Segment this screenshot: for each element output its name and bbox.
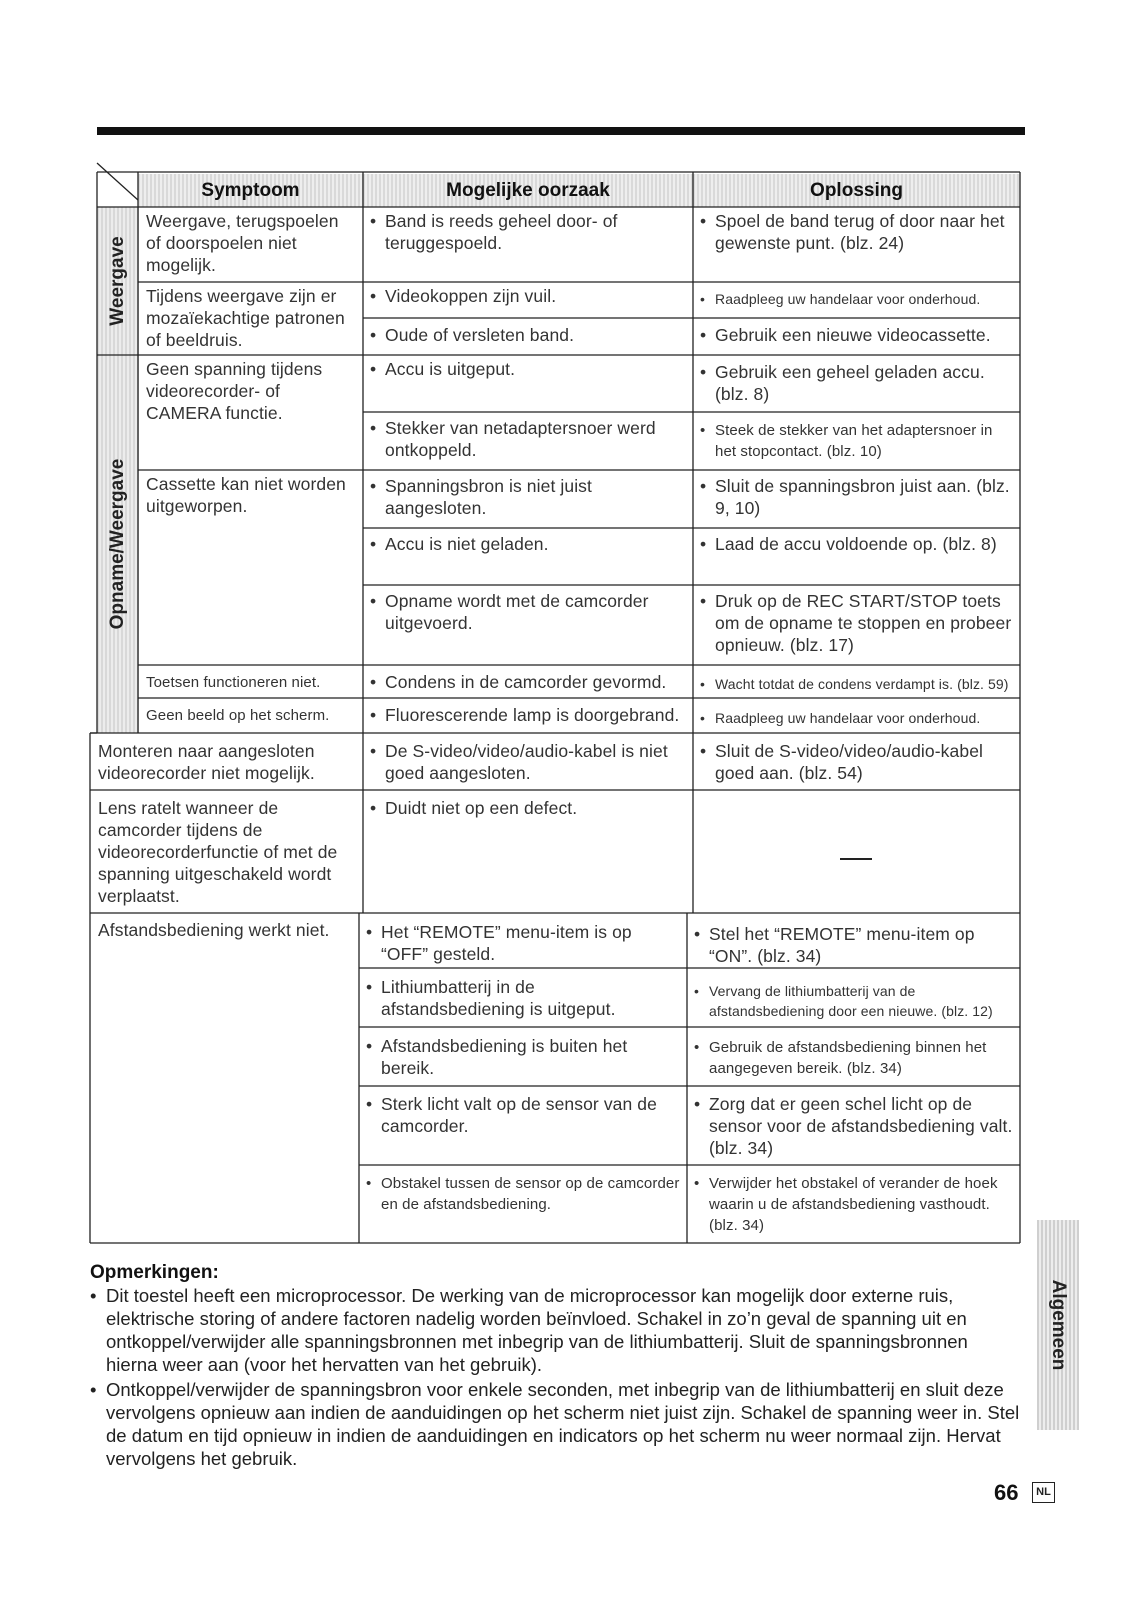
row-cause: • De S-video/video/audio-kabel is niet goed aangesloten. bbox=[370, 741, 668, 783]
row-cause: • Oude of versleten band. bbox=[370, 325, 575, 345]
row-cause: • Lithiumbatterij in de afstandsbediening is uitgeput. bbox=[366, 977, 616, 1019]
row-cause: • Accu is uitgeput. bbox=[370, 359, 516, 379]
row-cause: • Fluorescerende lamp is doorgebrand. bbox=[370, 705, 680, 725]
note-item: • Dit toestel heeft een microprocessor. De werking van de microprocessor kan mogelijk door externe ruis, elektrische storing of andere factoren nadelig worden beïnvloed. Schakel in zo’n geval de spanning uit en ontkoppel/verwijder alle spanningsbronnen met inbegrip van de lithiumbatterij. Sluit de spanningsbronnen hierna weer aan (voor het hervatten van het gebruik). bbox=[90, 1285, 968, 1375]
row-solution: • Spoel de band terug of door naar het gewenste punt. (blz. 24) bbox=[700, 211, 1005, 253]
row-solution: • Gebruik de afstandsbediening binnen het aangegeven bereik. (blz. 34) bbox=[694, 1039, 987, 1077]
section-tab: Algemeen bbox=[1037, 1220, 1079, 1430]
row-cause: • Videokoppen zijn vuil. bbox=[370, 286, 557, 306]
row-solution: • Gebruik een nieuwe videocassette. bbox=[700, 325, 991, 345]
row-cause: • Duidt niet op een defect. bbox=[370, 798, 578, 818]
row-cause: • Sterk licht valt op de sensor van de camcorder. bbox=[366, 1094, 657, 1136]
row-solution: • Druk op de REC START/STOP toets om de opname te stoppen en probeer opnieuw. (blz. 17) bbox=[700, 591, 1012, 655]
row-solution: • Raadpleeg uw handelaar voor onderhoud. bbox=[700, 710, 981, 726]
page-number: 66 bbox=[994, 1480, 1019, 1505]
header-symptom: Symptoom bbox=[138, 174, 363, 207]
row-solution: • Raadpleeg uw handelaar voor onderhoud. bbox=[700, 291, 981, 307]
header-solution: Oplossing bbox=[693, 174, 1020, 207]
row-cause: • Opname wordt met de camcorder uitgevoerd. bbox=[370, 591, 649, 633]
row-symptom: Tijdens weergave zijn er mozaïekachtige patronen of beeldruis. bbox=[146, 286, 345, 350]
row-symptom: Geen beeld op het scherm. bbox=[146, 707, 330, 724]
row-solution: • Steek de stekker van het adaptersnoer in het stopcontact. (blz. 10) bbox=[700, 422, 993, 460]
row-solution: • Gebruik een geheel geladen accu. (blz. 8) bbox=[700, 362, 985, 404]
row-symptom: Toetsen functioneren niet. bbox=[146, 674, 321, 691]
language-badge: NL bbox=[1032, 1482, 1055, 1503]
notes-title: Opmerkingen: bbox=[90, 1262, 219, 1283]
row-solution: • Vervang de lithiumbatterij van de afstandsbediening door een nieuwe. (blz. 12) bbox=[694, 983, 993, 1019]
row-solution: • Wacht totdat de condens verdampt is. (blz. 59) bbox=[700, 676, 1009, 692]
row-symptom: Lens ratelt wanneer de camcorder tijdens de videorecorderfunctie of met de spanning uitgeschakeld wordt verplaatst. bbox=[98, 798, 338, 906]
no-solution-dash bbox=[840, 858, 872, 860]
row-solution: • Stel het “REMOTE” menu-item op “ON”. (blz. 34) bbox=[694, 924, 975, 966]
category-opname-weergave: Opname/Weergave bbox=[97, 355, 139, 733]
row-cause: • Band is reeds geheel door- of teruggespoeld. bbox=[370, 211, 618, 253]
note-item: • Ontkoppel/verwijder de spanningsbron voor enkele seconden, met inbegrip van de lithiumbatterij en sluit deze vervolgens opnieuw aan indien de aanduidingen op het scherm niet juist zijn. Schakel de spanning weer in. Stel de datum en tijd opnieuw in indien de aanduidingen en indicators op het scherm nu weer normaal zijn. Hervat vervolgens het gebruik. bbox=[90, 1379, 1020, 1469]
row-solution: • Laad de accu voldoende op. (blz. 8) bbox=[700, 534, 997, 554]
row-cause: • Accu is niet geladen. bbox=[370, 534, 549, 554]
row-solution: • Sluit de spanningsbron juist aan. (blz. 9, 10) bbox=[700, 476, 1010, 518]
header-cause: Mogelijke oorzaak bbox=[363, 174, 693, 207]
row-solution: • Zorg dat er geen schel licht op de sensor voor de afstandsbediening valt. (blz. 34) bbox=[694, 1094, 1013, 1158]
row-symptom: Weergave, terugspoelen of doorspoelen niet mogelijk. bbox=[146, 211, 339, 275]
row-cause: • Het “REMOTE” menu-item is op “OFF” gesteld. bbox=[366, 922, 632, 964]
row-solution: • Sluit de S-video/video/audio-kabel goed aan. (blz. 54) bbox=[700, 741, 984, 783]
row-symptom: Cassette kan niet worden uitgeworpen. bbox=[146, 474, 346, 516]
row-cause: • Condens in de camcorder gevormd. bbox=[370, 672, 667, 692]
top-rule bbox=[97, 127, 1025, 135]
row-cause: • Spanningsbron is niet juist aangesloten. bbox=[370, 476, 592, 518]
row-cause: • Afstandsbediening is buiten het bereik. bbox=[366, 1036, 628, 1078]
row-symptom: Monteren naar aangesloten videorecorder niet mogelijk. bbox=[98, 741, 315, 783]
row-symptom: Geen spanning tijdens videorecorder- of CAMERA functie. bbox=[146, 359, 323, 423]
row-solution: • Verwijder het obstakel of verander de hoek waarin u de afstandsbediening vasthoudt. (blz. 34) bbox=[694, 1175, 998, 1234]
row-symptom: Afstandsbediening werkt niet. bbox=[98, 920, 330, 940]
category-weergave: Weergave bbox=[97, 207, 139, 355]
row-cause: • Obstakel tussen de sensor op de camcorder en de afstandsbediening. bbox=[366, 1175, 680, 1213]
row-cause: • Stekker van netadaptersnoer werd ontkoppeld. bbox=[370, 418, 656, 460]
